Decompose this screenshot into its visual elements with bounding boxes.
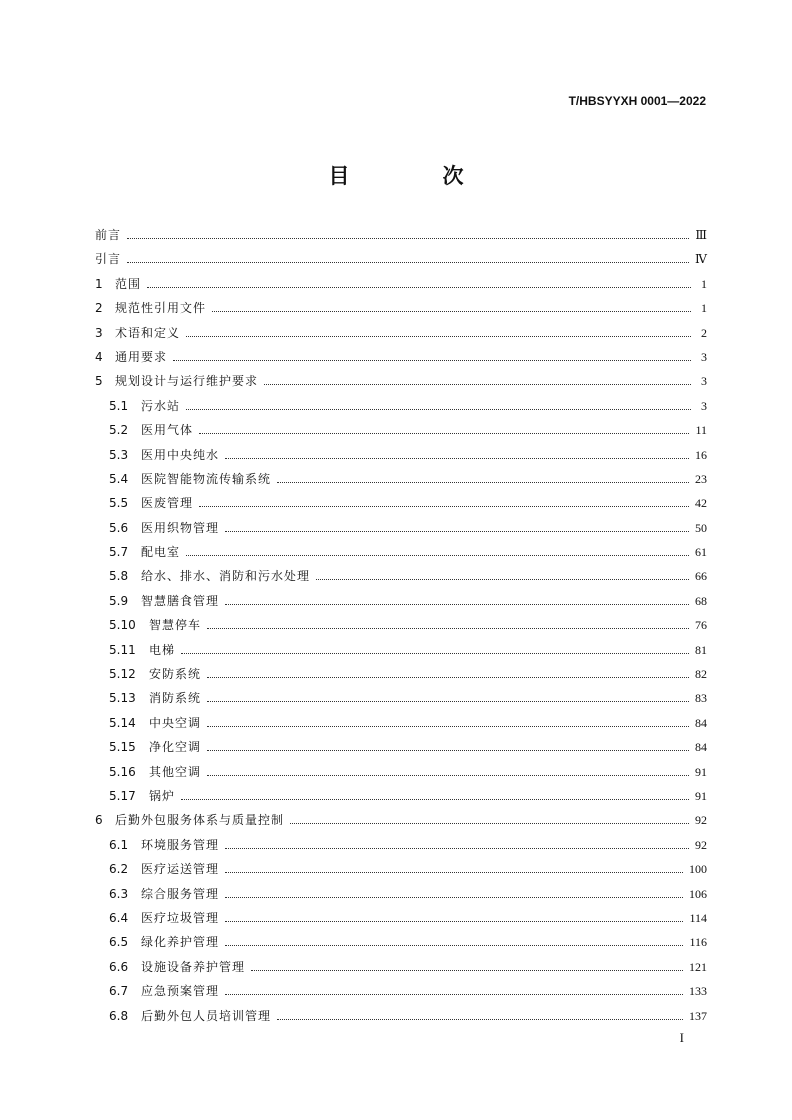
toc-entry-page: 84 xyxy=(695,740,707,755)
toc-entry-number: 5.8 xyxy=(109,569,129,584)
toc-entry[interactable] xyxy=(95,616,707,640)
toc-entry[interactable] xyxy=(95,738,707,762)
dot-leader xyxy=(127,238,689,239)
toc-entry-page: 1 xyxy=(701,301,707,316)
toc-entry-label: 净化空调 xyxy=(149,740,202,755)
toc-entry-label: 医用织物管理 xyxy=(141,520,220,535)
toc-entry-label: 配电室 xyxy=(141,545,181,560)
toc-entry-number: 5.9 xyxy=(109,593,129,608)
toc-entry-number: 5.13 xyxy=(109,691,136,706)
toc-entry-label: 医疗垃圾管理 xyxy=(141,910,220,925)
toc-entry-page: 81 xyxy=(695,642,707,657)
toc-entry[interactable] xyxy=(95,1007,707,1031)
page-title xyxy=(0,160,792,190)
dot-leader xyxy=(207,750,689,751)
dot-leader xyxy=(186,409,691,410)
toc-entry-number: 6.3 xyxy=(109,886,129,901)
toc-entry[interactable] xyxy=(95,494,707,518)
dot-leader xyxy=(225,848,689,849)
dot-leader xyxy=(225,945,683,946)
toc-entry[interactable] xyxy=(95,348,707,372)
toc-entry[interactable] xyxy=(95,958,707,982)
toc-entry-number: 6 xyxy=(95,813,103,828)
dot-leader xyxy=(225,604,689,605)
toc-entry-label: 规划设计与运行维护要求 xyxy=(115,374,259,389)
toc-entry-number: 5.1 xyxy=(109,398,129,413)
toc-entry-number: 2 xyxy=(95,301,103,316)
toc-entry-page: 83 xyxy=(695,691,707,706)
toc-entry[interactable] xyxy=(95,811,707,835)
toc-entry-number: 5.3 xyxy=(109,447,129,462)
toc-entry-label: 通用要求 xyxy=(115,349,168,364)
table-of-contents xyxy=(95,226,707,1031)
toc-entry-label: 消防系统 xyxy=(149,691,202,706)
toc-entry-number: 5.16 xyxy=(109,764,136,779)
toc-entry-page: 23 xyxy=(695,471,707,486)
dot-leader xyxy=(181,799,689,800)
toc-entry[interactable] xyxy=(95,567,707,591)
toc-entry[interactable] xyxy=(95,470,707,494)
toc-entry-page: 61 xyxy=(695,545,707,560)
toc-entry-page: 2 xyxy=(701,325,707,340)
toc-entry-number: 1 xyxy=(95,276,103,291)
toc-entry[interactable] xyxy=(95,836,707,860)
dot-leader xyxy=(207,628,689,629)
toc-entry[interactable] xyxy=(95,275,707,299)
toc-entry-page: 116 xyxy=(689,935,707,950)
toc-entry-page: 66 xyxy=(695,569,707,584)
toc-entry-page: 114 xyxy=(689,910,707,925)
toc-entry[interactable] xyxy=(95,446,707,470)
toc-entry[interactable] xyxy=(95,421,707,445)
toc-entry-label: 医院智能物流传输系统 xyxy=(141,471,272,486)
dot-leader xyxy=(181,653,689,654)
toc-entry-page: Ⅲ xyxy=(695,228,707,242)
toc-entry[interactable] xyxy=(95,592,707,616)
toc-entry-page: 76 xyxy=(695,618,707,633)
dot-leader xyxy=(225,897,683,898)
toc-entry-number: 5.2 xyxy=(109,423,129,438)
toc-entry-number: 6.1 xyxy=(109,837,129,852)
dot-leader xyxy=(199,433,689,434)
toc-entry-label: 应急预案管理 xyxy=(141,984,220,999)
toc-entry[interactable] xyxy=(95,689,707,713)
toc-entry-number: 5.4 xyxy=(109,471,129,486)
toc-entry-label: 污水站 xyxy=(141,398,181,413)
dot-leader xyxy=(264,384,691,385)
toc-entry[interactable] xyxy=(95,397,707,421)
toc-entry-number: 6.4 xyxy=(109,910,129,925)
toc-entry-label: 锅炉 xyxy=(149,788,176,803)
toc-entry-label: 其他空调 xyxy=(149,764,202,779)
dot-leader xyxy=(199,506,689,507)
toc-entry[interactable] xyxy=(95,860,707,884)
toc-entry-label: 绿化养护管理 xyxy=(141,935,220,950)
toc-entry[interactable] xyxy=(95,982,707,1006)
toc-entry-page: 91 xyxy=(695,788,707,803)
toc-entry-label: 范围 xyxy=(115,276,142,291)
dot-leader xyxy=(290,823,689,824)
toc-entry[interactable] xyxy=(95,641,707,665)
toc-entry-page: 1 xyxy=(701,276,707,291)
dot-leader xyxy=(207,775,689,776)
toc-entry-page: 84 xyxy=(695,715,707,730)
dot-leader xyxy=(225,921,683,922)
toc-entry-number: 6.2 xyxy=(109,862,129,877)
toc-entry-page: 106 xyxy=(689,886,707,901)
toc-entry-number: 6.7 xyxy=(109,984,129,999)
toc-entry-number: 5.10 xyxy=(109,618,136,633)
dot-leader xyxy=(225,994,683,995)
page-number: I xyxy=(679,1030,684,1045)
toc-entry[interactable] xyxy=(95,543,707,567)
toc-entry-number: 5.12 xyxy=(109,667,136,682)
dot-leader xyxy=(207,677,689,678)
toc-entry-number: 5.15 xyxy=(109,740,136,755)
toc-entry[interactable] xyxy=(95,519,707,543)
toc-entry-page: 121 xyxy=(689,959,707,974)
toc-entry-number: 5 xyxy=(95,374,103,389)
toc-entry-number: 5.17 xyxy=(109,788,136,803)
page-title-text: 目 次 xyxy=(328,164,500,188)
toc-entry-label: 规范性引用文件 xyxy=(115,301,207,316)
dot-leader xyxy=(277,482,689,483)
toc-entry[interactable] xyxy=(95,226,707,250)
toc-entry-number: 5.11 xyxy=(109,642,136,657)
toc-entry-label: 术语和定义 xyxy=(115,325,181,340)
toc-entry-page: 91 xyxy=(695,764,707,779)
toc-entry-label: 后勤外包服务体系与质量控制 xyxy=(115,813,285,828)
dot-leader xyxy=(316,579,689,580)
dot-leader xyxy=(251,970,683,971)
dot-leader xyxy=(186,555,689,556)
toc-entry-label: 安防系统 xyxy=(149,667,202,682)
toc-entry-label: 智慧停车 xyxy=(149,618,202,633)
toc-entry-page: 68 xyxy=(695,593,707,608)
toc-entry[interactable] xyxy=(95,714,707,738)
toc-entry-label: 医用气体 xyxy=(141,423,194,438)
toc-entry-label: 电梯 xyxy=(149,642,176,657)
toc-entry[interactable] xyxy=(95,885,707,909)
toc-entry-number: 6.5 xyxy=(109,935,129,950)
dot-leader xyxy=(207,701,689,702)
toc-entry-label: 医废管理 xyxy=(141,496,194,511)
toc-entry-page: Ⅳ xyxy=(695,252,707,267)
toc-entry-label: 环境服务管理 xyxy=(141,837,220,852)
toc-entry-page: 137 xyxy=(689,1008,707,1023)
toc-entry[interactable] xyxy=(95,372,707,396)
toc-entry-number: 6.6 xyxy=(109,959,129,974)
dot-leader xyxy=(173,360,691,361)
toc-entry-label: 智慧膳食管理 xyxy=(141,593,220,608)
toc-entry-label: 中央空调 xyxy=(149,715,202,730)
dot-leader xyxy=(225,531,689,532)
toc-entry-page: 16 xyxy=(695,447,707,462)
toc-entry-page: 92 xyxy=(695,837,707,852)
toc-entry-label: 给水、排水、消防和污水处理 xyxy=(141,569,311,584)
toc-entry-page: 50 xyxy=(695,520,707,535)
toc-entry-number: 4 xyxy=(95,349,103,364)
dot-leader xyxy=(147,287,691,288)
dot-leader xyxy=(225,458,689,459)
standard-code: T/HBSYYXH 0001—2022 xyxy=(568,94,706,108)
toc-entry[interactable] xyxy=(95,933,707,957)
toc-entry-number: 5.14 xyxy=(109,715,136,730)
toc-entry-page: 82 xyxy=(695,667,707,682)
toc-entry-page: 42 xyxy=(695,496,707,511)
toc-entry-page: 3 xyxy=(701,374,707,389)
toc-entry[interactable] xyxy=(95,665,707,689)
toc-entry-label: 医用中央纯水 xyxy=(141,447,220,462)
toc-entry[interactable] xyxy=(95,909,707,933)
dot-leader xyxy=(207,726,689,727)
toc-entry[interactable] xyxy=(95,787,707,811)
toc-entry-page: 3 xyxy=(701,398,707,413)
toc-entry-page: 92 xyxy=(695,813,707,828)
toc-entry-label: 后勤外包人员培训管理 xyxy=(141,1008,272,1023)
toc-entry-number: 5.7 xyxy=(109,545,129,560)
toc-entry-number: 6.8 xyxy=(109,1008,129,1023)
toc-entry-label: 医疗运送管理 xyxy=(141,862,220,877)
toc-entry[interactable] xyxy=(95,324,707,348)
toc-entry[interactable] xyxy=(95,299,707,323)
dot-leader xyxy=(186,336,691,337)
toc-entry-page: 11 xyxy=(695,423,707,438)
toc-entry-page: 100 xyxy=(689,862,707,877)
dot-leader xyxy=(225,872,683,873)
dot-leader xyxy=(277,1019,683,1020)
toc-entry-number: 5.6 xyxy=(109,520,129,535)
toc-entry-page: 3 xyxy=(701,349,707,364)
toc-entry[interactable] xyxy=(95,250,707,274)
toc-entry-number: 3 xyxy=(95,325,103,340)
toc-entry-label: 前言 xyxy=(95,228,122,242)
dot-leader xyxy=(212,311,691,312)
toc-entry[interactable] xyxy=(95,763,707,787)
toc-entry-page: 133 xyxy=(689,984,707,999)
toc-entry-label: 引言 xyxy=(95,252,122,267)
toc-entry-label: 综合服务管理 xyxy=(141,886,220,901)
toc-entry-number: 5.5 xyxy=(109,496,129,511)
dot-leader xyxy=(127,262,689,263)
toc-entry-label: 设施设备养护管理 xyxy=(141,959,246,974)
